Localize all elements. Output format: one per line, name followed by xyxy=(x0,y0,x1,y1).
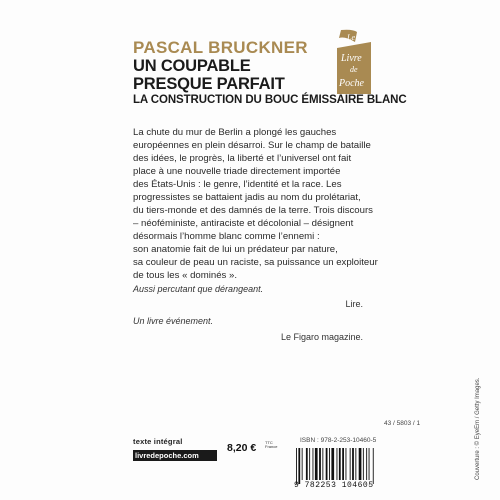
logo-text-livre: Livre xyxy=(341,53,362,64)
logo-text-poche: Poche xyxy=(339,78,364,89)
website-label: livredepoche.com xyxy=(133,450,217,461)
barcode-bar xyxy=(373,448,374,484)
cover-credit xyxy=(466,377,481,480)
summary-line: place à une nouvelle triade directement importée xyxy=(133,166,341,177)
summary-line: de tous les « dominés ». xyxy=(133,270,237,281)
price-qualifier-ttc: TTC xyxy=(265,440,273,445)
barcode-bar xyxy=(306,448,308,480)
barcode-bar xyxy=(369,448,370,480)
texte-integral-label: texte intégral xyxy=(133,437,183,446)
barcode-bar xyxy=(315,448,318,480)
summary-line: sa couleur de peau un raciste, sa puissance un exploiteur xyxy=(133,257,378,268)
barcode-bar xyxy=(346,448,347,480)
barcode-bar xyxy=(309,448,310,480)
barcode-bar xyxy=(339,448,341,480)
review-source: Lire. xyxy=(345,299,363,309)
barcode-bar xyxy=(302,448,303,480)
barcode-bar xyxy=(352,448,354,480)
summary-text xyxy=(133,126,378,282)
price-qualifier-france: France xyxy=(265,444,278,449)
summary-line: son anatomie fait de lui un prédateur par nature, xyxy=(133,244,338,255)
summary-line: La chute du mur de Berlin a plongé les gauches xyxy=(133,127,337,138)
price-qualifier xyxy=(265,441,277,449)
livre-de-poche-logo xyxy=(335,28,373,96)
summary-line: progressistes se battaient jadis au nom du prolétariat, xyxy=(133,192,361,203)
logo-text-de: de xyxy=(350,65,358,74)
barcode-bar xyxy=(350,448,351,480)
review-quote: Un livre événement. xyxy=(133,316,214,326)
barcode-bar xyxy=(313,448,314,480)
barcode-bar xyxy=(337,448,338,480)
title-line-1: UN COUPABLE xyxy=(133,57,251,75)
barcode xyxy=(294,448,374,484)
logo-text-le: Le xyxy=(347,33,355,42)
summary-line: du tiers-monde et des damnés de la terre. Trois discours xyxy=(133,205,373,216)
review-source: Le Figaro magazine. xyxy=(280,332,363,342)
summary-line: – néoféministe, antiraciste et décolonial – désignent xyxy=(133,218,354,229)
summary-line: européennes en plein désarroi. Sur le champ de bataille xyxy=(133,140,371,151)
barcode-bar xyxy=(363,448,364,480)
barcode-bar xyxy=(326,448,328,480)
barcode-bar xyxy=(359,448,362,480)
book-title xyxy=(133,57,285,93)
barcode-bar xyxy=(329,448,330,480)
barcode-bar xyxy=(298,448,300,484)
barcode-bar xyxy=(342,448,344,480)
title-line-2: PRESQUE PARFAIT xyxy=(133,75,285,93)
author-name: PASCAL BRUCKNER xyxy=(133,38,308,57)
reference-number: 43 / 5803 / 1 xyxy=(384,420,421,427)
barcode-bar xyxy=(322,448,323,480)
barcode-bar xyxy=(355,448,356,480)
isbn: ISBN : 978-2-253-10460-5 xyxy=(300,437,377,444)
cover-credit-text: Couverture : © EyeEm / Getty Images. xyxy=(475,377,481,480)
barcode-bar xyxy=(366,448,367,480)
review-quote: Aussi percutant que dérangeant. xyxy=(133,284,264,294)
price: 8,20 € xyxy=(227,442,257,454)
book-subtitle: LA CONSTRUCTION DU BOUC ÉMISSAIRE BLANC xyxy=(133,94,407,106)
barcode-bar xyxy=(296,448,297,484)
summary-line: désormais l’homme blanc comme l’ennemi : xyxy=(133,231,320,242)
barcode-bar xyxy=(331,448,334,480)
barcode-digits: 9 782253 104605 xyxy=(294,481,374,490)
summary-line: des idées, le progrès, la liberté et l’universel ont fait xyxy=(133,153,352,164)
barcode-bar xyxy=(319,448,321,480)
summary-line: des États-Unis : le genre, l’identité et la race. Les xyxy=(133,179,342,190)
